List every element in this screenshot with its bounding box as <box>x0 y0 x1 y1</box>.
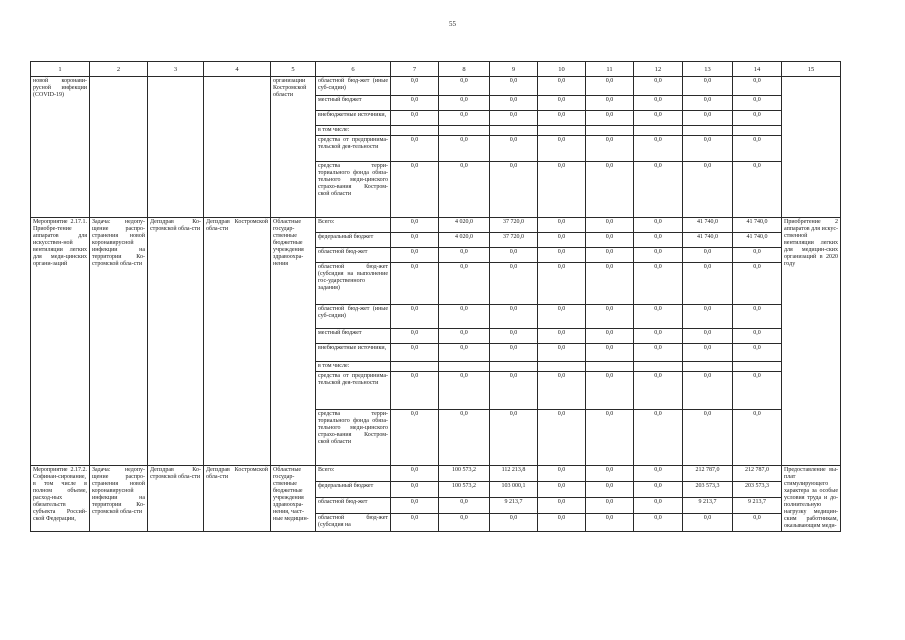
amount-cell: 0,0 <box>683 344 733 362</box>
co-executor-cell <box>204 77 271 218</box>
funding-source-cell: средства терри-ториального фонда обяза-тельного меди-цинского страхо-вания Костром-ской области <box>316 410 391 466</box>
amount-cell: 0,0 <box>538 162 586 218</box>
amount-cell: 0,0 <box>634 466 683 482</box>
header-cell: 7 <box>391 62 439 77</box>
amount-cell <box>586 126 634 136</box>
header-cell: 4 <box>204 62 271 77</box>
funding-source-cell: местный бюджет <box>316 329 391 344</box>
amount-cell: 0,0 <box>490 136 538 162</box>
amount-cell: 212 787,0 <box>733 466 782 482</box>
amount-cell: 0,0 <box>391 466 439 482</box>
amount-cell <box>634 126 683 136</box>
amount-cell <box>634 362 683 372</box>
task-cell: Задача: недопу-щение распро-странения новой коронавирусной инфекции на территории Ко-стромской обла-сти <box>90 218 148 466</box>
funding-source-cell: областной бюд-жет (иные суб-сидии) <box>316 305 391 329</box>
amount-cell: 0,0 <box>586 497 634 513</box>
amount-cell: 0,0 <box>683 329 733 344</box>
amount-cell: 0,0 <box>391 497 439 513</box>
funding-source-cell: в том числе: <box>316 362 391 372</box>
amount-cell: 0,0 <box>490 96 538 111</box>
amount-cell: 0,0 <box>733 248 782 263</box>
amount-cell: 0,0 <box>586 329 634 344</box>
funding-source-cell: внебюджетные источники, <box>316 344 391 362</box>
amount-cell: 37 720,0 <box>490 218 538 233</box>
amount-cell: 0,0 <box>538 111 586 126</box>
funding-source-cell: областной бюд-жет <box>316 248 391 263</box>
amount-cell: 0,0 <box>439 248 490 263</box>
amount-cell: 0,0 <box>733 410 782 466</box>
amount-cell: 0,0 <box>490 305 538 329</box>
amount-cell: 0,0 <box>439 162 490 218</box>
amount-cell: 0,0 <box>538 263 586 305</box>
amount-cell: 0,0 <box>586 248 634 263</box>
amount-cell: 0,0 <box>634 344 683 362</box>
amount-cell <box>538 362 586 372</box>
amount-cell: 203 573,3 <box>733 481 782 497</box>
amount-cell: 41 740,0 <box>683 233 733 248</box>
budget-table <box>30 61 841 532</box>
amount-cell: 0,0 <box>490 77 538 96</box>
amount-cell: 203 573,3 <box>683 481 733 497</box>
amount-cell: 0,0 <box>538 96 586 111</box>
funding-source-cell: областной бюд-жет (субсидия на выполнение гос-ударственного задания) <box>316 263 391 305</box>
amount-cell: 0,0 <box>683 513 733 531</box>
header-cell: 9 <box>490 62 538 77</box>
amount-cell: 0,0 <box>634 305 683 329</box>
header-cell: 10 <box>538 62 586 77</box>
amount-cell: 0,0 <box>439 513 490 531</box>
amount-cell: 0,0 <box>439 372 490 410</box>
amount-cell: 0,0 <box>586 96 634 111</box>
amount-cell: 0,0 <box>538 248 586 263</box>
amount-cell: 0,0 <box>733 305 782 329</box>
amount-cell: 0,0 <box>538 77 586 96</box>
amount-cell: 0,0 <box>634 372 683 410</box>
funding-source-cell: Всего: <box>316 218 391 233</box>
funding-source-cell: областной бюд-жет <box>316 497 391 513</box>
header-cell: 8 <box>439 62 490 77</box>
funding-source-cell: федеральный бюджет <box>316 233 391 248</box>
amount-cell: 0,0 <box>586 233 634 248</box>
amount-cell: 0,0 <box>733 136 782 162</box>
amount-cell: 0,0 <box>538 305 586 329</box>
amount-cell: 0,0 <box>439 96 490 111</box>
amount-cell: 0,0 <box>634 329 683 344</box>
amount-cell: 0,0 <box>439 497 490 513</box>
amount-cell <box>683 362 733 372</box>
amount-cell: 9 213,7 <box>490 497 538 513</box>
amount-cell: 0,0 <box>439 263 490 305</box>
header-cell: 14 <box>733 62 782 77</box>
amount-cell: 0,0 <box>586 305 634 329</box>
amount-cell: 0,0 <box>439 111 490 126</box>
participant-cell: организации Костромской области <box>271 77 316 218</box>
amount-cell: 4 020,0 <box>439 233 490 248</box>
table-row <box>31 466 841 482</box>
amount-cell <box>439 126 490 136</box>
amount-cell: 0,0 <box>538 344 586 362</box>
amount-cell: 0,0 <box>586 77 634 96</box>
amount-cell: 41 740,0 <box>733 218 782 233</box>
expected-result-cell <box>782 77 841 218</box>
header-cell: 2 <box>90 62 148 77</box>
responsible-executor-cell: Депздрав Ко-стромской обла-сти <box>148 218 204 466</box>
amount-cell <box>586 362 634 372</box>
responsible-executor-cell: Депздрав Ко-стромской обла-сти <box>148 466 204 532</box>
amount-cell: 0,0 <box>490 372 538 410</box>
amount-cell: 0,0 <box>538 513 586 531</box>
amount-cell: 0,0 <box>683 410 733 466</box>
funding-source-cell: местный бюджет <box>316 96 391 111</box>
amount-cell <box>683 126 733 136</box>
amount-cell: 0,0 <box>391 218 439 233</box>
amount-cell: 0,0 <box>634 481 683 497</box>
header-cell: 3 <box>148 62 204 77</box>
amount-cell: 0,0 <box>538 233 586 248</box>
amount-cell: 41 740,0 <box>733 233 782 248</box>
funding-source-cell: федеральный бюджет <box>316 481 391 497</box>
co-executor-cell: Депздрав Костромской обла-сти <box>204 466 271 532</box>
amount-cell: 0,0 <box>538 329 586 344</box>
amount-cell: 0,0 <box>490 410 538 466</box>
amount-cell: 0,0 <box>733 77 782 96</box>
amount-cell: 0,0 <box>586 344 634 362</box>
amount-cell: 0,0 <box>391 410 439 466</box>
task-cell <box>90 77 148 218</box>
amount-cell: 0,0 <box>586 466 634 482</box>
amount-cell: 100 573,2 <box>439 481 490 497</box>
amount-cell: 0,0 <box>683 263 733 305</box>
amount-cell: 0,0 <box>391 77 439 96</box>
header-cell: 15 <box>782 62 841 77</box>
amount-cell: 4 020,0 <box>439 218 490 233</box>
amount-cell: 0,0 <box>490 329 538 344</box>
amount-cell: 0,0 <box>634 96 683 111</box>
amount-cell: 112 213,8 <box>490 466 538 482</box>
funding-source-cell: средства терри-ториального фонда обяза-тельного меди-цинского страхо-вания Костром-ской области <box>316 162 391 218</box>
amount-cell: 0,0 <box>391 329 439 344</box>
amount-cell: 0,0 <box>391 111 439 126</box>
header-cell: 12 <box>634 62 683 77</box>
funding-source-cell: в том числе: <box>316 126 391 136</box>
amount-cell: 0,0 <box>634 218 683 233</box>
amount-cell: 0,0 <box>586 263 634 305</box>
amount-cell: 0,0 <box>586 372 634 410</box>
amount-cell: 0,0 <box>733 111 782 126</box>
funding-source-cell: средства от предпринима-тельской дея-тельности <box>316 372 391 410</box>
amount-cell: 0,0 <box>439 344 490 362</box>
amount-cell: 0,0 <box>439 305 490 329</box>
amount-cell: 0,0 <box>683 162 733 218</box>
amount-cell: 0,0 <box>586 162 634 218</box>
header-row <box>31 62 841 77</box>
amount-cell: 0,0 <box>391 136 439 162</box>
amount-cell: 0,0 <box>439 329 490 344</box>
amount-cell: 0,0 <box>683 111 733 126</box>
amount-cell: 0,0 <box>683 305 733 329</box>
amount-cell: 100 573,2 <box>439 466 490 482</box>
co-executor-cell: Депздрав Костромской обла-сти <box>204 218 271 466</box>
measure-name-cell: Мероприятие 2.17.1. Приобре-тение аппаратов для искусствен-ной вентиляции легких для меди-цинских органи-заций <box>31 218 90 466</box>
amount-cell: 0,0 <box>391 513 439 531</box>
amount-cell: 0,0 <box>490 111 538 126</box>
amount-cell: 9 213,7 <box>733 497 782 513</box>
amount-cell: 0,0 <box>634 233 683 248</box>
amount-cell: 0,0 <box>733 513 782 531</box>
amount-cell: 0,0 <box>634 497 683 513</box>
table-row <box>31 77 841 96</box>
amount-cell: 0,0 <box>683 96 733 111</box>
funding-source-cell: Всего: <box>316 466 391 482</box>
table-body <box>31 62 841 532</box>
amount-cell: 0,0 <box>538 372 586 410</box>
amount-cell: 212 787,0 <box>683 466 733 482</box>
amount-cell: 0,0 <box>391 263 439 305</box>
amount-cell <box>733 362 782 372</box>
funding-source-cell: областной бюд-жет (субсидия на <box>316 513 391 531</box>
amount-cell: 0,0 <box>733 162 782 218</box>
amount-cell: 0,0 <box>586 481 634 497</box>
amount-cell: 37 720,0 <box>490 233 538 248</box>
amount-cell <box>391 362 439 372</box>
amount-cell: 0,0 <box>391 344 439 362</box>
table-row <box>31 218 841 233</box>
amount-cell: 0,0 <box>538 497 586 513</box>
amount-cell: 41 740,0 <box>683 218 733 233</box>
amount-cell: 0,0 <box>439 410 490 466</box>
funding-source-cell: внебюджетные источники, <box>316 111 391 126</box>
amount-cell: 0,0 <box>634 162 683 218</box>
amount-cell: 0,0 <box>733 372 782 410</box>
participant-cell: Областные государ-ственные бюджетные учреждения здравоохра-нения, част-ные медицин- <box>271 466 316 532</box>
amount-cell: 0,0 <box>391 162 439 218</box>
amount-cell: 0,0 <box>391 233 439 248</box>
amount-cell: 9 213,7 <box>683 497 733 513</box>
expected-result-cell: Предоставление вы-плат стимулирующего характера за особые условия труда и до-полнительную нагрузку медицин-ским работникам, оказывающим меди- <box>782 466 841 532</box>
amount-cell: 0,0 <box>490 162 538 218</box>
amount-cell: 0,0 <box>733 329 782 344</box>
amount-cell: 0,0 <box>439 136 490 162</box>
amount-cell: 0,0 <box>586 513 634 531</box>
amount-cell: 0,0 <box>439 77 490 96</box>
funding-source-cell: областной бюд-жет (иные суб-сидии) <box>316 77 391 96</box>
amount-cell: 0,0 <box>733 263 782 305</box>
amount-cell: 0,0 <box>490 263 538 305</box>
responsible-executor-cell <box>148 77 204 218</box>
amount-cell <box>439 362 490 372</box>
amount-cell: 0,0 <box>634 513 683 531</box>
expected-result-cell: Приобретение 2 аппаратов для искус-ственной вентиляции легких для медицин-ских организаций в 2020 году <box>782 218 841 466</box>
header-cell: 11 <box>586 62 634 77</box>
amount-cell: 0,0 <box>538 410 586 466</box>
amount-cell <box>490 126 538 136</box>
amount-cell <box>733 126 782 136</box>
amount-cell: 0,0 <box>391 305 439 329</box>
amount-cell: 0,0 <box>733 96 782 111</box>
header-cell: 1 <box>31 62 90 77</box>
amount-cell: 0,0 <box>586 111 634 126</box>
amount-cell: 0,0 <box>538 136 586 162</box>
header-cell: 13 <box>683 62 733 77</box>
amount-cell: 0,0 <box>683 136 733 162</box>
amount-cell: 0,0 <box>634 248 683 263</box>
amount-cell: 0,0 <box>391 248 439 263</box>
amount-cell <box>391 126 439 136</box>
amount-cell: 0,0 <box>586 136 634 162</box>
amount-cell: 0,0 <box>634 111 683 126</box>
header-cell: 5 <box>271 62 316 77</box>
amount-cell: 0,0 <box>391 481 439 497</box>
amount-cell: 0,0 <box>683 77 733 96</box>
measure-name-cell: Мероприятие 2.17.2. Софинан-сирование, в том числе в полном объеме, расход-ных обязательств субъекта Россий-ской Федерации, <box>31 466 90 532</box>
amount-cell: 0,0 <box>490 248 538 263</box>
amount-cell: 0,0 <box>538 218 586 233</box>
amount-cell: 0,0 <box>634 77 683 96</box>
amount-cell <box>490 362 538 372</box>
amount-cell: 0,0 <box>391 96 439 111</box>
amount-cell: 0,0 <box>538 481 586 497</box>
amount-cell: 103 000,1 <box>490 481 538 497</box>
amount-cell: 0,0 <box>634 263 683 305</box>
amount-cell: 0,0 <box>634 410 683 466</box>
page-number: 55 <box>449 20 456 28</box>
funding-source-cell: средства от предпринима-тельской дея-тельности <box>316 136 391 162</box>
amount-cell: 0,0 <box>586 410 634 466</box>
amount-cell: 0,0 <box>683 372 733 410</box>
header-cell: 6 <box>316 62 391 77</box>
measure-name-cell: новой коронави-русной инфекции (COVID-19) <box>31 77 90 218</box>
amount-cell: 0,0 <box>490 513 538 531</box>
amount-cell: 0,0 <box>634 136 683 162</box>
amount-cell: 0,0 <box>490 344 538 362</box>
amount-cell: 0,0 <box>391 372 439 410</box>
participant-cell: Областные государ-ственные бюджетные учреждения здравоохра-нения <box>271 218 316 466</box>
task-cell: Задача: недопу-щение распро-странения новой коронавирусной инфекции на территории Ко-стромской обла-сти <box>90 466 148 532</box>
amount-cell: 0,0 <box>683 248 733 263</box>
amount-cell <box>538 126 586 136</box>
amount-cell: 0,0 <box>586 218 634 233</box>
amount-cell: 0,0 <box>538 466 586 482</box>
amount-cell: 0,0 <box>733 344 782 362</box>
